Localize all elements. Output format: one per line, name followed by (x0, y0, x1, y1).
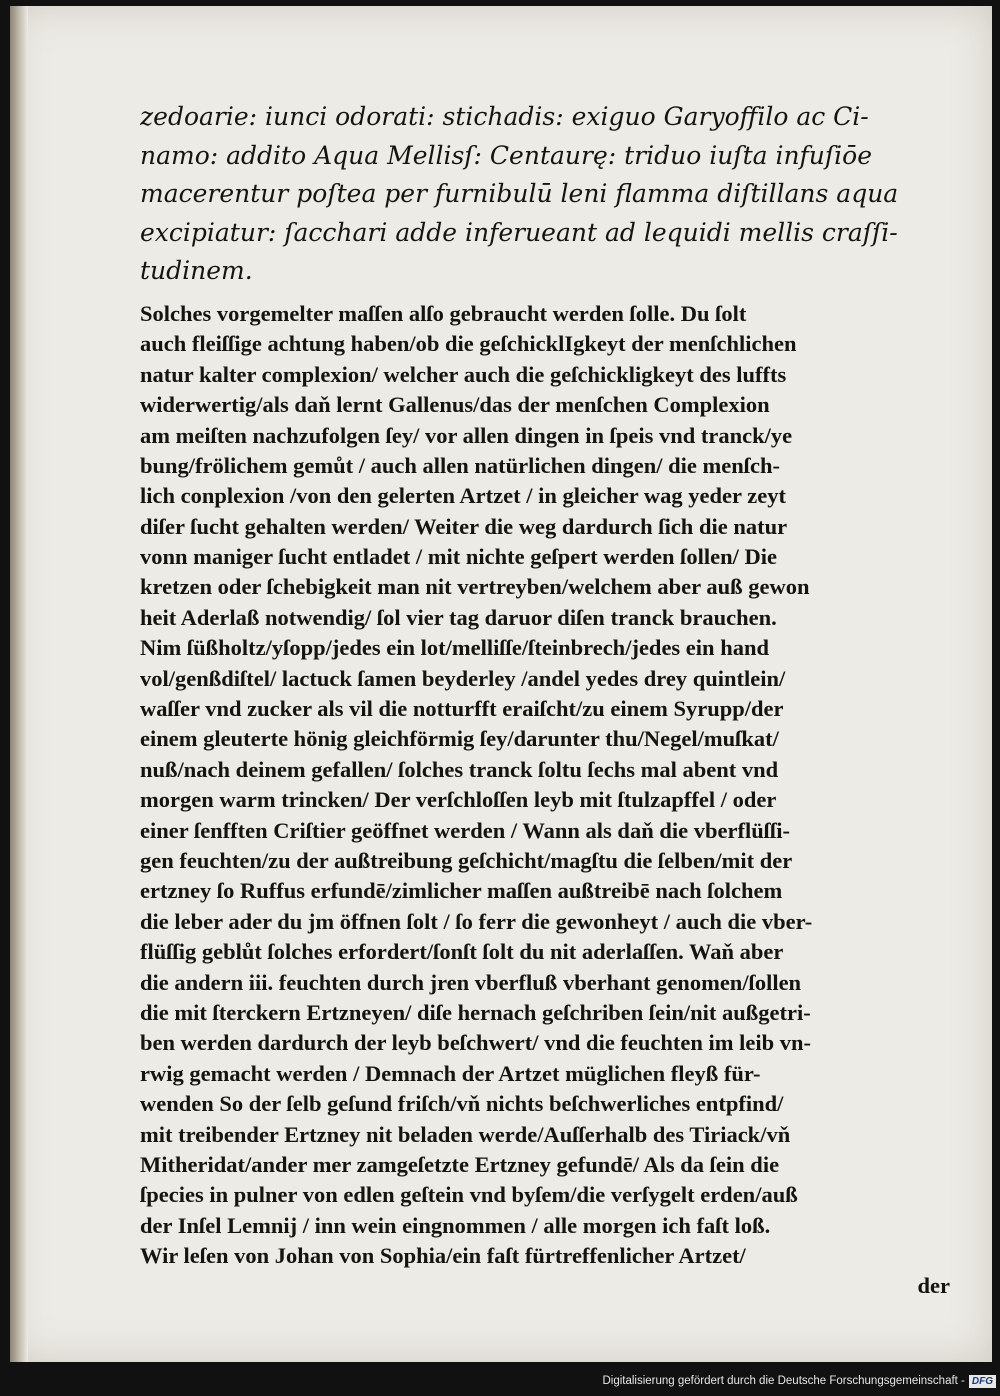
text-line: ſpecies in pulner von edlen geſtein vnd byſem/die verſygelt erden/auß (140, 1182, 798, 1208)
text-line: kretzen oder ſchebigkeit man nit vertreyben/welchem aber auß gewon (140, 574, 810, 600)
text-line: zedoarie: iunci odorati: stichadis: exiguo Garyoffilo ac Ci- (140, 102, 869, 131)
text-line: diſer ſucht gehalten werden/ Weiter die weg dardurch ſich die natur (140, 513, 788, 539)
text-line: flüſſig geblůt ſolches erfordert/ſonſt ſolt du nit aderlaſſen. Waň aber (140, 939, 784, 965)
text-line: macerentur poſtea per furnibulū leni flamma diſtillans aqua (140, 179, 899, 209)
text-line: vonn maniger ſucht entladet / mit nichte geſpert werden ſollen/ Die (140, 544, 778, 570)
text-line: der (917, 1273, 950, 1299)
text-line: natur kalter complexion/ welcher auch die geſchickligkeyt des luffts (140, 361, 787, 387)
text-line: lich conplexion /von den gelerten Artzet / in gleicher wag yeder zeyt (140, 483, 786, 509)
text-line: widerwertig/als daň lernt Gallenus/das der menſchen Complexion (140, 392, 770, 418)
text-line: heit Aderlaß notwendig/ ſol vier tag daruor diſen tranck brauchen. (140, 604, 777, 630)
text-line: waſſer vnd zucker als vil die notturfft eraiſcht/zu einem Syrupp/der (140, 696, 784, 722)
text-line: einem gleuterte hönig gleichförmig ſey/darunter thu/Negel/muſkat/ (140, 726, 779, 752)
book-spine-shadow (10, 6, 28, 1362)
dfg-logo: DFG (969, 1375, 996, 1388)
text-line: am meiſten nachzufolgen ſey/ vor allen dingen in ſpeis vnd tranck/ye (140, 422, 793, 448)
text-line: Nim ſüßholtz/yſopp/jedes ein lot/melliſſe/ſteinbrech/jedes ein hand (140, 635, 769, 661)
german-paragraph (140, 299, 960, 1302)
text-line: vol/genßdiſtel/ lactuck ſamen beyderley /andel yedes drey quintlein/ (140, 665, 786, 691)
text-line: mit treibender Ertzney nit beladen werde/Auſſerhalb des Tiriack/vň (140, 1121, 791, 1147)
text-line: morgen warm trincken/ Der verſchloſſen leyb mit ſtulzapffel / oder (140, 787, 777, 813)
text-line: einer ſenfften Criſtier geöffnet werden / Wann als daň die vberflüſſi- (140, 817, 790, 843)
text-line: Solches vorgemelter maſſen alſo gebraucht werden ſolle. Du ſolt (140, 300, 747, 326)
text-line: die leber ader du jm öffnen ſolt / ſo ferr die gewonheyt / auch die vber- (140, 908, 813, 934)
footer-text: Digitalisierung gefördert durch die Deutsche Forschungsgemeinschaft - (602, 1375, 965, 1387)
text-line: namo: addito Aqua Mellisſ: Centaurę: triduo iuſta infuſiōe (140, 140, 873, 170)
book-page (10, 6, 992, 1362)
latin-paragraph (140, 98, 960, 291)
text-line: nuß/nach deinem gefallen/ ſolches tranck ſoltu ſechs mal abent vnd (140, 756, 779, 782)
text-line: auch fleiſſige achtung haben/ob die geſchicklIgkeyt der menſchlichen (140, 331, 797, 357)
text-line: ben werden dardurch der leyb beſchwert/ vnd die feuchten im leib vn- (140, 1030, 812, 1056)
page-text (140, 98, 960, 1302)
footer-credit (602, 1370, 996, 1392)
text-line: ertzney ſo Ruffus erfundē/zimlicher maſſen außtreibē nach ſolchem (140, 878, 783, 904)
text-line: wenden So der ſelb geſund friſch/vň nichts beſchwerliches entpfind/ (140, 1091, 784, 1117)
text-line: excipiatur: ſacchari adde inferueant ad lequidi mellis craſſi- (140, 217, 898, 247)
text-line: der Inſel Lemnij / inn wein eingnommen / alle morgen ich faſt loß. (140, 1212, 771, 1238)
text-line: bung/frölichem gemůt / auch allen natürlichen dingen/ die menſch- (140, 452, 781, 478)
text-line: Mitheridat/ander mer zamgeſetzte Ertzney gefundē/ Als da ſein die (140, 1151, 780, 1177)
text-line: die mit ſterckern Ertzneyen/ diſe hernach geſchriben ſein/nit außgetri- (140, 999, 811, 1025)
text-line: Wir leſen von Johan von Sophia/ein faſt fürtreffenlicher Artzet/ (140, 1243, 746, 1269)
text-line: tudinem. (140, 256, 253, 286)
text-line: rwig gemacht werden / Demnach der Artzet müglichen fleyß für- (140, 1060, 761, 1086)
text-line: die andern iii. feuchten durch jren vberfluß vberhant genomen/ſollen (140, 969, 802, 995)
text-line: gen feuchten/zu der außtreibung geſchicht/magſtu die ſelben/mit der (140, 848, 793, 873)
